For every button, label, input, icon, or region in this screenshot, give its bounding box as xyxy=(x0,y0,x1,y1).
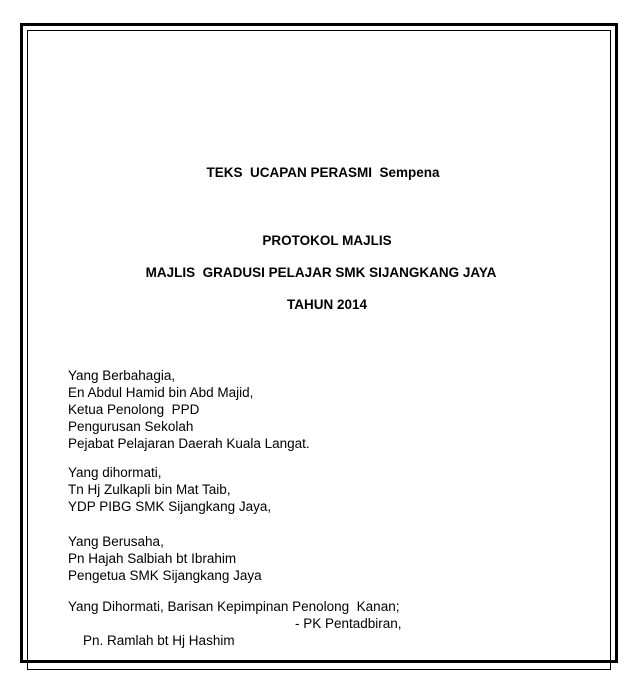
document-title: TEKS UCAPAN PERASMI Sempena xyxy=(206,165,440,180)
greeting-line: Yang Berbahagia, xyxy=(68,368,176,383)
greeting-block-principal xyxy=(68,533,262,584)
guest-department: Pengurusan Sekolah xyxy=(68,419,194,434)
guest-office: Pejabat Pelajaran Daerah Kuala Langat. xyxy=(68,436,310,451)
guest-name: Pn Hajah Salbiah bt Ibrahim xyxy=(68,551,237,566)
greeting-line: Yang Dihormati, Barisan Kepimpinan Penolong Kanan; xyxy=(68,599,400,614)
year-heading: TAHUN 2014 xyxy=(286,297,368,312)
guest-title: Ketua Penolong PPD xyxy=(68,402,200,417)
guest-name: En Abdul Hamid bin Abd Majid, xyxy=(68,385,254,400)
protocol-heading: PROTOKOL MAJLIS xyxy=(262,233,392,248)
guest-title: Pengetua SMK Sijangkang Jaya xyxy=(68,568,262,583)
leader-role: - PK Pentadbiran, xyxy=(295,616,402,631)
leadership-row xyxy=(68,615,402,648)
greeting-block-ppd xyxy=(68,367,310,452)
event-heading: MAJLIS GRADUSI PELAJAR SMK SIJANGKANG JAYA xyxy=(145,265,497,280)
greeting-line: Yang dihormati, xyxy=(68,465,162,480)
leader-name: Pn. Ramlah bt Hj Hashim xyxy=(83,633,235,648)
greeting-block-leadership xyxy=(68,598,402,648)
greeting-line: Yang Berusaha, xyxy=(68,534,164,549)
guest-name: Tn Hj Zulkapli bin Mat Taib, xyxy=(68,482,231,497)
guest-title: YDP PIBG SMK Sijangkang Jaya, xyxy=(68,499,272,514)
greeting-block-pibg xyxy=(68,464,271,515)
